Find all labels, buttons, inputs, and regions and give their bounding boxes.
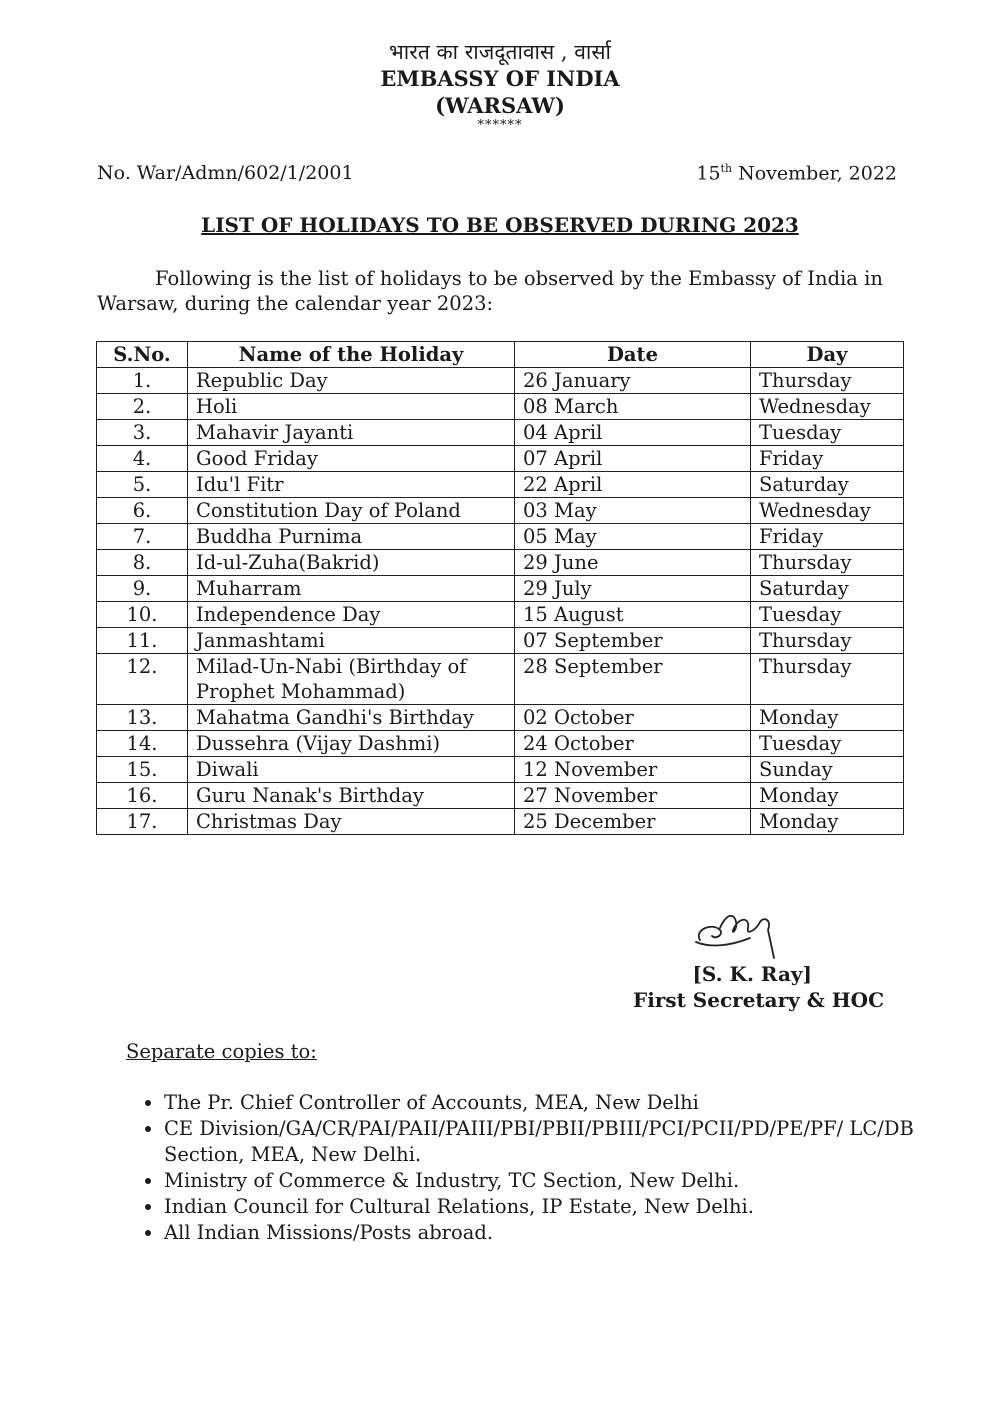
cell-holiday-name: Dussehra (Vijay Dashmi): [188, 731, 515, 757]
cell-date: 29 June: [515, 550, 751, 576]
intro-paragraph: Following is the list of holidays to be observed by the Embassy of India in Warsaw, during the calendar year 2023:: [97, 267, 883, 315]
list-item: • Indian Council for Cultural Relations, IP Estate, New Delhi.: [164, 1194, 954, 1220]
recipients-list: [130, 1090, 954, 1246]
cell-day: Thursday: [751, 628, 904, 654]
reference-number: No. War/Admn/602/1/2001: [97, 162, 354, 184]
cell-day: Sunday: [751, 757, 904, 783]
cell-holiday-name: Holi: [188, 394, 515, 420]
cell-date: 29 July: [515, 576, 751, 602]
cell-sno: 13.: [97, 705, 188, 731]
cell-sno: 6.: [97, 498, 188, 524]
cell-date: 12 November: [515, 757, 751, 783]
cell-sno: 7.: [97, 524, 188, 550]
cell-holiday-name: Christmas Day: [188, 809, 515, 835]
cell-date: 05 May: [515, 524, 751, 550]
cell-day: Friday: [751, 446, 904, 472]
issue-date: 15th November, 2022: [696, 162, 897, 185]
signatory-title: First Secretary & HOC: [633, 988, 884, 1012]
list-item: • CE Division/GA/CR/PAI/PAII/PAIII/PBI/PBII/PBIII/PCI/PCII/PD/PE/PF/ LC/DB Section, MEA, New Delhi.: [164, 1116, 954, 1168]
cell-day: Wednesday: [751, 498, 904, 524]
copies-heading: Separate copies to:: [126, 1040, 317, 1063]
cell-date: 02 October: [515, 705, 751, 731]
cell-day: Monday: [751, 705, 904, 731]
table-row: [97, 576, 904, 602]
table-header-row: [97, 342, 904, 368]
header-date: Date: [515, 342, 751, 368]
cell-holiday-name: Buddha Purnima: [188, 524, 515, 550]
cell-day: Tuesday: [751, 602, 904, 628]
table-row: [97, 602, 904, 628]
signatory-name: [S. K. Ray]: [692, 962, 812, 986]
cell-sno: 17.: [97, 809, 188, 835]
cell-sno: 8.: [97, 550, 188, 576]
header-day: Day: [751, 342, 904, 368]
table-row: [97, 550, 904, 576]
cell-sno: 4.: [97, 446, 188, 472]
cell-day: Thursday: [751, 550, 904, 576]
table-row: [97, 368, 904, 394]
cell-date: 22 April: [515, 472, 751, 498]
cell-date: 25 December: [515, 809, 751, 835]
cell-sno: 10.: [97, 602, 188, 628]
table-row: [97, 809, 904, 835]
table-row: [97, 394, 904, 420]
cell-day: Tuesday: [751, 731, 904, 757]
cell-date: 26 January: [515, 368, 751, 394]
cell-day: Saturday: [751, 472, 904, 498]
signature-mark: [690, 900, 790, 962]
document-title: LIST OF HOLIDAYS TO BE OBSERVED DURING 2023: [201, 213, 799, 237]
table-row: [97, 472, 904, 498]
cell-holiday-name: Janmashtami: [188, 628, 515, 654]
cell-date: 07 September: [515, 628, 751, 654]
cell-day: Wednesday: [751, 394, 904, 420]
cell-holiday-name: Id-ul-Zuha(Bakrid): [188, 550, 515, 576]
cell-holiday-name: Constitution Day of Poland: [188, 498, 515, 524]
cell-holiday-name: Good Friday: [188, 446, 515, 472]
table-row: [97, 731, 904, 757]
cell-holiday-name: Idu'l Fitr: [188, 472, 515, 498]
cell-sno: 5.: [97, 472, 188, 498]
cell-day: Saturday: [751, 576, 904, 602]
table-row: [97, 757, 904, 783]
header-stars: ******: [477, 118, 523, 133]
cell-date: 04 April: [515, 420, 751, 446]
cell-sno: 1.: [97, 368, 188, 394]
cell-day: Thursday: [751, 654, 904, 705]
header-hindi: भारत का राजदूतावास , वार्सा: [389, 40, 611, 64]
table-row: [97, 420, 904, 446]
table-row: [97, 498, 904, 524]
cell-holiday-name: Independence Day: [188, 602, 515, 628]
cell-day: Monday: [751, 783, 904, 809]
cell-date: 15 August: [515, 602, 751, 628]
cell-holiday-name: Muharram: [188, 576, 515, 602]
cell-holiday-name: Mahatma Gandhi's Birthday: [188, 705, 515, 731]
cell-date: 27 November: [515, 783, 751, 809]
cell-day: Tuesday: [751, 420, 904, 446]
cell-date: 07 April: [515, 446, 751, 472]
cell-sno: 15.: [97, 757, 188, 783]
cell-day: Thursday: [751, 368, 904, 394]
cell-holiday-name: Mahavir Jayanti: [188, 420, 515, 446]
cell-holiday-name: Republic Day: [188, 368, 515, 394]
cell-sno: 3.: [97, 420, 188, 446]
header-sno: S.No.: [97, 342, 188, 368]
cell-date: 24 October: [515, 731, 751, 757]
cell-day: Monday: [751, 809, 904, 835]
cell-sno: 12.: [97, 654, 188, 705]
cell-holiday-name: Guru Nanak's Birthday: [188, 783, 515, 809]
cell-date: 08 March: [515, 394, 751, 420]
cell-holiday-name: Milad-Un-Nabi (Birthday of Prophet Mohammad): [188, 654, 515, 705]
holiday-table: [96, 341, 904, 835]
cell-date: 28 September: [515, 654, 751, 705]
cell-sno: 11.: [97, 628, 188, 654]
header-holiday-name: Name of the Holiday: [188, 342, 515, 368]
list-item: • All Indian Missions/Posts abroad.: [164, 1220, 954, 1246]
table-row: [97, 654, 904, 705]
table-row: [97, 783, 904, 809]
list-item: • The Pr. Chief Controller of Accounts, MEA, New Delhi: [164, 1090, 954, 1116]
cell-sno: 9.: [97, 576, 188, 602]
cell-sno: 14.: [97, 731, 188, 757]
table-row: [97, 446, 904, 472]
cell-day: Friday: [751, 524, 904, 550]
table-row: [97, 628, 904, 654]
header-embassy: EMBASSY OF INDIA: [380, 66, 620, 91]
table-row: [97, 524, 904, 550]
list-item: • Ministry of Commerce & Industry, TC Section, New Delhi.: [164, 1168, 954, 1194]
header-city: (WARSAW): [435, 93, 565, 118]
cell-sno: 2.: [97, 394, 188, 420]
cell-date: 03 May: [515, 498, 751, 524]
cell-sno: 16.: [97, 783, 188, 809]
table-row: [97, 705, 904, 731]
cell-holiday-name: Diwali: [188, 757, 515, 783]
